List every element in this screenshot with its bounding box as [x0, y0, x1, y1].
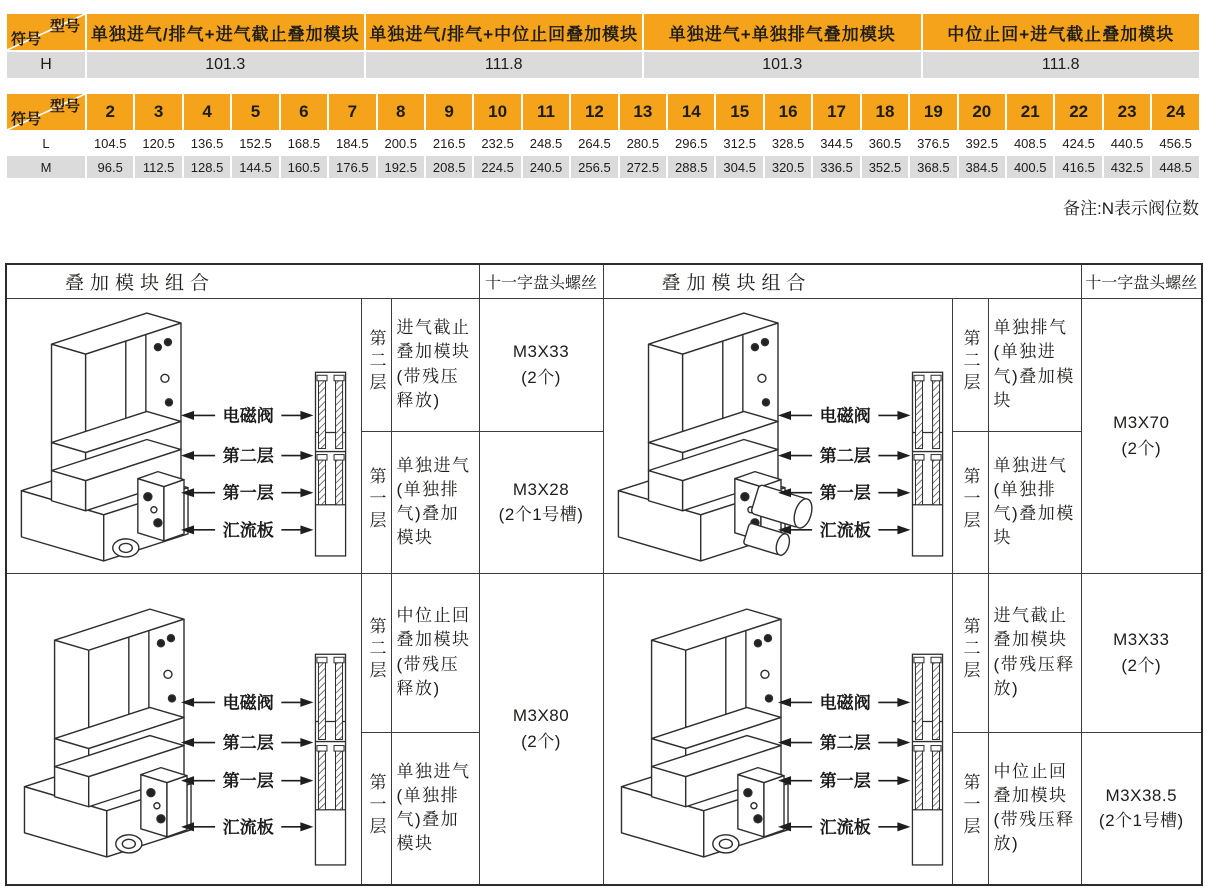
spec-col-header-4: 中位止回+进气截止叠加模块: [922, 13, 1201, 51]
dim-value: 176.5: [328, 155, 376, 179]
dim-value: 184.5: [328, 131, 376, 155]
dim-value: 280.5: [619, 131, 667, 155]
drawing-label: 电磁阀: [819, 405, 871, 425]
dim-value: 296.5: [667, 131, 715, 155]
layer-label: 第一层: [366, 466, 386, 533]
assembly-drawing-top-right: [604, 300, 953, 572]
dim-value: 248.5: [522, 131, 570, 155]
assembly-drawing-top-left: [7, 300, 359, 572]
spec-col-header-2: 单独进气/排气+中位止回叠加模块: [365, 13, 644, 51]
screw-qty: (2个): [521, 367, 561, 387]
drawing-label: 第二层: [819, 446, 871, 466]
layer-label: 第一层: [960, 772, 980, 839]
dim-value: 312.5: [715, 131, 763, 155]
dim-row-0: [6, 131, 1200, 155]
dim-model-number: 4: [183, 93, 231, 131]
dim-model-number: 17: [812, 93, 860, 131]
spec-col-header-1: 单独进气/排气+进气截止叠加模块: [86, 13, 365, 51]
dim-value: 344.5: [812, 131, 860, 155]
layer-cell: [952, 732, 988, 885]
screw-qty: (2个1号槽): [1098, 811, 1184, 831]
dim-model-number: 10: [473, 93, 521, 131]
dim-model-number: 12: [570, 93, 618, 131]
dim-model-number: 6: [280, 93, 328, 131]
dim-value: 168.5: [280, 131, 328, 155]
combo-header-left: 叠加模块组合: [6, 264, 479, 298]
dim-value: 136.5: [183, 131, 231, 155]
corner-label-model: 型号: [49, 98, 80, 115]
dim-value: 200.5: [377, 131, 425, 155]
assembly-drawing-bottom-left: [7, 574, 359, 883]
corner-label-model: 型号: [49, 18, 80, 35]
valve-assembly-illustration: [604, 574, 953, 883]
drawing-label: 汇流板: [222, 818, 274, 838]
dim-value: 432.5: [1103, 155, 1151, 179]
dim-row-label-M: M: [6, 155, 86, 179]
screw-cell: [1081, 298, 1202, 573]
screw-section-diagram: [315, 655, 345, 866]
dim-value: 112.5: [134, 155, 182, 179]
corner-label-symbol: 符号: [11, 31, 42, 48]
screw-qty: (2个): [521, 731, 561, 751]
module-cell: 单独排气(单独进气)叠加模块: [988, 298, 1081, 431]
screw-qty: (2个): [1121, 438, 1162, 458]
combo-header-right: 叠加模块组合: [603, 264, 1081, 298]
dim-model-number: 14: [667, 93, 715, 131]
drawing-cell-bottom-left: [6, 573, 361, 885]
dim-value: 96.5: [86, 155, 134, 179]
dim-value: 360.5: [861, 131, 909, 155]
note-text: 备注:N表示阀位数: [1063, 199, 1199, 218]
layer-cell: [361, 573, 391, 732]
dim-model-number: 3: [134, 93, 182, 131]
dim-value: 384.5: [958, 155, 1006, 179]
screw-cell: [479, 431, 603, 573]
drawing-cell-top-left: [6, 298, 361, 573]
screw-section-diagram: [912, 372, 942, 556]
screw-spec: M3X80: [512, 706, 570, 726]
drawing-label: 电磁阀: [222, 693, 274, 713]
screw-cell: [1081, 732, 1202, 885]
spec-corner-cell: [6, 13, 86, 51]
screw-section-diagram: [315, 372, 345, 556]
dim-value: 160.5: [280, 155, 328, 179]
drawing-cell-top-right: [603, 298, 952, 573]
dim-model-number: 15: [715, 93, 763, 131]
dim-model-number: 5: [231, 93, 279, 131]
dim-value: 216.5: [425, 131, 473, 155]
screws-header-right: 十一字盘头螺丝: [1081, 264, 1202, 298]
dim-model-number: 16: [764, 93, 812, 131]
dim-value: 448.5: [1151, 155, 1200, 179]
dim-value: 456.5: [1151, 131, 1200, 155]
spec-value-2: 111.8: [365, 51, 644, 79]
module-cell: 单独进气(单独排气)叠加模块: [391, 732, 479, 885]
dim-row-label-L: L: [6, 131, 86, 155]
dim-row-1: [6, 155, 1200, 179]
drawing-label: 第二层: [222, 733, 274, 753]
drawing-cell-bottom-right: [603, 573, 952, 885]
screw-section-diagram: [912, 655, 942, 866]
module-table: [5, 263, 1203, 886]
dim-value: 152.5: [231, 131, 279, 155]
dim-value: 336.5: [812, 155, 860, 179]
layer-label: 第二层: [366, 617, 386, 683]
layer-cell: [361, 431, 391, 573]
corner-label-symbol: 符号: [11, 111, 42, 128]
dim-value: 392.5: [958, 131, 1006, 155]
layer-cell: [952, 431, 988, 573]
dim-value: 304.5: [715, 155, 763, 179]
dim-model-number: 24: [1151, 93, 1200, 131]
dim-value: 240.5: [522, 155, 570, 179]
layer-cell: [952, 298, 988, 431]
drawing-label: 第一层: [819, 483, 871, 503]
dim-value: 208.5: [425, 155, 473, 179]
dim-value: 328.5: [764, 131, 812, 155]
dim-value: 256.5: [570, 155, 618, 179]
dim-model-number: 23: [1103, 93, 1151, 131]
screw-spec: M3X33: [512, 342, 570, 361]
screw-qty: (2个): [1121, 655, 1162, 675]
drawing-label: 汇流板: [819, 818, 871, 838]
dim-value: 128.5: [183, 155, 231, 179]
valve-stack-drawing: [621, 609, 788, 857]
dim-value: 408.5: [1006, 131, 1054, 155]
valve-stack-drawing: [618, 313, 815, 561]
dim-model-number: 11: [522, 93, 570, 131]
dim-model-number: 13: [619, 93, 667, 131]
dim-value: 264.5: [570, 131, 618, 155]
dimension-table: [5, 92, 1201, 180]
module-cell: 进气截止叠加模块(带残压释放): [988, 573, 1081, 732]
layer-cell: [361, 298, 391, 431]
layer-label: 第二层: [960, 329, 980, 395]
spec-row-label: H: [6, 51, 86, 79]
dim-value: 288.5: [667, 155, 715, 179]
drawing-label: 第二层: [819, 733, 871, 753]
valve-stack-drawing: [24, 609, 191, 857]
drawing-label: 汇流板: [819, 520, 871, 540]
dim-value: 320.5: [764, 155, 812, 179]
dim-value: 368.5: [909, 155, 957, 179]
dim-value: 352.5: [861, 155, 909, 179]
dim-model-number: 21: [1006, 93, 1054, 131]
spec-table: [5, 12, 1201, 80]
module-cell: 单独进气(单独排气)叠加模块: [988, 431, 1081, 573]
drawing-label: 电磁阀: [819, 693, 871, 713]
spec-value-1: 101.3: [86, 51, 365, 79]
module-cell: 进气截止叠加模块(带残压释放): [391, 298, 479, 431]
dim-value: 400.5: [1006, 155, 1054, 179]
module-cell: 单独进气(单独排气)叠加模块: [391, 431, 479, 573]
module-cell: 中位止回叠加模块(带残压释放): [988, 732, 1081, 885]
drawing-label: 第一层: [222, 483, 274, 503]
drawing-label: 第一层: [222, 771, 274, 791]
drawing-label: 电磁阀: [222, 405, 274, 425]
dim-value: 224.5: [473, 155, 521, 179]
dim-corner-cell: [6, 93, 86, 131]
screw-cell: [479, 298, 603, 431]
drawing-label: 第一层: [819, 771, 871, 791]
dim-value: 440.5: [1103, 131, 1151, 155]
dim-model-number: 18: [861, 93, 909, 131]
spec-col-header-3: 单独进气+单独排气叠加模块: [643, 13, 922, 51]
valve-assembly-illustration: [604, 300, 953, 572]
dim-model-number: 19: [909, 93, 957, 131]
dim-value: 232.5: [473, 131, 521, 155]
valve-assembly-illustration: [7, 574, 359, 883]
spec-value-3: 101.3: [643, 51, 922, 79]
screws-header-left: 十一字盘头螺丝: [479, 264, 603, 298]
dim-model-number: 2: [86, 93, 134, 131]
screw-spec: M3X28: [512, 479, 570, 499]
module-cell: 中位止回叠加模块(带残压释放): [391, 573, 479, 732]
dim-model-number: 9: [425, 93, 473, 131]
dim-model-number: 22: [1054, 93, 1102, 131]
dim-value: 120.5: [134, 131, 182, 155]
screw-qty: (2个1号槽): [498, 505, 584, 524]
screw-cell: [479, 573, 603, 885]
screw-spec: M3X38.5: [1105, 785, 1178, 805]
spec-value-4: 111.8: [922, 51, 1201, 79]
dim-value: 192.5: [377, 155, 425, 179]
drawing-label: 第二层: [222, 446, 274, 466]
layer-label: 第二层: [366, 329, 386, 395]
valve-stack-drawing: [21, 313, 188, 561]
dim-header-row: [6, 93, 1200, 131]
screw-spec: M3X33: [1113, 630, 1170, 649]
dim-model-number: 20: [958, 93, 1006, 131]
screw-cell: [1081, 573, 1202, 732]
dim-model-number: 8: [377, 93, 425, 131]
valve-assembly-illustration: [7, 300, 359, 572]
dim-value: 104.5: [86, 131, 134, 155]
dim-value: 376.5: [909, 131, 957, 155]
dim-value: 144.5: [231, 155, 279, 179]
layer-label: 第二层: [960, 617, 980, 683]
assembly-drawing-bottom-right: [604, 574, 953, 883]
screw-spec: M3X70: [1113, 413, 1170, 432]
layer-cell: [361, 732, 391, 885]
layer-label: 第一层: [960, 466, 980, 533]
dim-value: 424.5: [1054, 131, 1102, 155]
dim-model-number: 7: [328, 93, 376, 131]
layer-label: 第一层: [366, 772, 386, 839]
drawing-label: 汇流板: [222, 520, 274, 540]
dim-value: 272.5: [619, 155, 667, 179]
dim-value: 416.5: [1054, 155, 1102, 179]
layer-cell: [952, 573, 988, 732]
